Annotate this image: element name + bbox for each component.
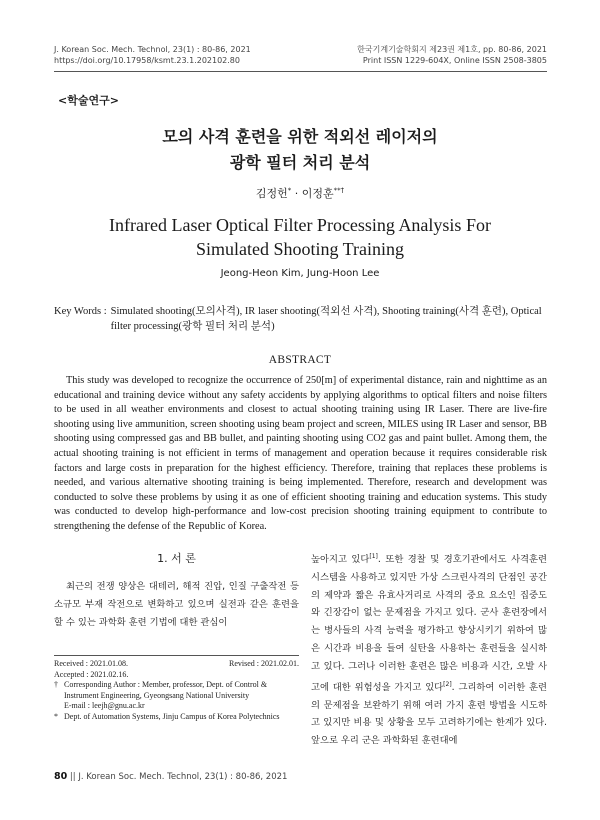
footer-journal: J. Korean Soc. Mech. Technol, 23(1) : 80-86, 2021 xyxy=(78,772,288,782)
page-number: 80 xyxy=(54,771,68,782)
asterisk-mark: * xyxy=(54,711,58,721)
title-korean xyxy=(0,124,600,176)
author-1: 김정헌 xyxy=(255,187,288,200)
keywords-text: Simulated shooting(모의사격), IR laser shooting(적외선 사격), Shooting training(사격 훈련), Optical filter processing(광학 필터 처리 분석) xyxy=(110,306,542,332)
intro-paragraph-right xyxy=(311,548,547,750)
dagger-mark: † xyxy=(54,680,58,690)
accepted-date: Accepted : 2021.02.16. xyxy=(54,669,129,679)
running-header xyxy=(54,44,547,66)
article-category: <학술연구> xyxy=(58,94,119,107)
received-date: Received : 2021.01.08. xyxy=(54,659,128,668)
author-separator: · xyxy=(291,187,302,200)
doi-link[interactable]: https://doi.org/10.17958/ksmt.23.1.202102.80 xyxy=(54,56,240,65)
header-rule xyxy=(54,71,547,72)
title-english xyxy=(0,213,600,261)
journal-citation-en: J. Korean Soc. Mech. Technol, 23(1) : 80-86, 2021 xyxy=(54,45,251,54)
footnote-rule xyxy=(54,655,299,656)
title-korean-line1: 모의 사격 훈련을 위한 적외선 레이저의 xyxy=(162,127,438,146)
corresponding-author-note xyxy=(54,680,299,701)
issn: Print ISSN 1229-604X, Online ISSN 2508-3805 xyxy=(362,56,547,65)
author-2: 이정훈 xyxy=(301,187,334,200)
abstract-heading: ABSTRACT xyxy=(268,354,332,366)
intro-text-c: . 그리하여 이러한 훈련의 문제점을 보완하기 위해 여러 가지 훈련 방법을 시도하고 있지만 비용 및 상황을 모두 고려하기에는 한계가 있다. 앞으로 우리 군은 과학화된 훈련대에 xyxy=(311,681,547,747)
author-email[interactable]: E-mail : leejh@gnu.ac.kr xyxy=(64,701,145,711)
author-2-mark: **† xyxy=(333,186,345,195)
right-column xyxy=(311,548,547,750)
keywords-label: Key Words : xyxy=(54,306,107,317)
citation-ref-1[interactable]: [1] xyxy=(369,553,378,560)
title-korean-line2: 광학 필터 처리 분석 xyxy=(229,153,371,172)
title-english-line1: Infrared Laser Optical Filter Processing Analysis For xyxy=(109,215,491,235)
title-english-line2: Simulated Shooting Training xyxy=(195,239,405,259)
page-footer xyxy=(54,771,287,782)
author-1-mark: * xyxy=(287,186,292,195)
email-note xyxy=(54,701,299,712)
footer-separator: || xyxy=(67,772,79,782)
corresponding-author-text: Corresponding Author : Member, professor, Dept. of Control & Instrument Engineering, Gyeongsang National University xyxy=(64,680,268,700)
revised-date: Revised : 2021.02.01. xyxy=(229,659,299,668)
intro-paragraph-left: 최근의 전쟁 양상은 대테러, 해적 진압, 인질 구출작전 등 소규모 부재 작전으로 변화하고 있으며 실전과 같은 훈련을 할 수 있는 과학화 훈련 기법에 대한 관심이 xyxy=(54,581,299,628)
citation-ref-2[interactable]: [2] xyxy=(443,680,452,688)
abstract-body: This study was developed to recognize the occurrence of 250[m] of experimental distance, rain and nighttime as an educational and training device without any safety accidents by applying algorithms to optical filters and noise filters to be used in all weather environments and closest to actual shooting training using IR Laser. There are live-fire shooting using live ammunition, screen shooting using beam project and screen, MILES using IR Laser and sensor, BB shooting using compressed gas and BB bullet, and painting shooting using CO2 gas and paint bullet. Among them, the actual shooting training is not efficient in terms of management and operation because it requires considerable risk factors and large costs in preparation for the highest efficiency. Therefore, training that replaces these problems is needed, and various alternative shooting training is being implemented. Therefore, research and development was conducted to solve these problems by using it as one of efficient shooting training and education systems. This study was conducted to develop high-performance and low-cost precision shooting training equipment to contribute to strengthening the defense of the Republic of Korea. xyxy=(54,375,547,532)
intro-text-a: 높아지고 있다 xyxy=(311,554,370,566)
affiliation-note xyxy=(54,712,299,723)
footnotes xyxy=(54,659,299,723)
section-heading-introduction: 1. 서 론 xyxy=(157,552,196,565)
authors-english: Jeong-Heon Kim, Jung-Hoon Lee xyxy=(220,268,380,279)
journal-citation-ko: 한국기계기술학회지 제23권 제1호, pp. 80-86, 2021 xyxy=(357,45,547,54)
affiliation-text: Dept. of Automation Systems, Jinju Campus of Korea Polytechnics xyxy=(64,711,280,721)
authors-korean xyxy=(0,185,600,201)
intro-text-b: . 또한 경찰 및 경호기관에서도 사격훈련 시스템을 사용하고 있지만 가상 스크린사격의 단점인 공간의 제약과 짧은 유효사거리로 사격의 중요 요소인 집중도와 긴장감이 없는 문제점을 가지고 있다. 군사 훈련장에서는 병사들의 사격 능력을 평가하고 향상시키기 위하여 많은 시간과 비용을 들여 실탄을 사용하는 훈련들을 실시하고 있다. 그러나 이러한 훈련은 많은 비용과 시간, 오발 사고에 대한 위험성을 가지고 있다 xyxy=(311,554,547,693)
keywords xyxy=(54,304,547,334)
left-column xyxy=(54,550,299,631)
